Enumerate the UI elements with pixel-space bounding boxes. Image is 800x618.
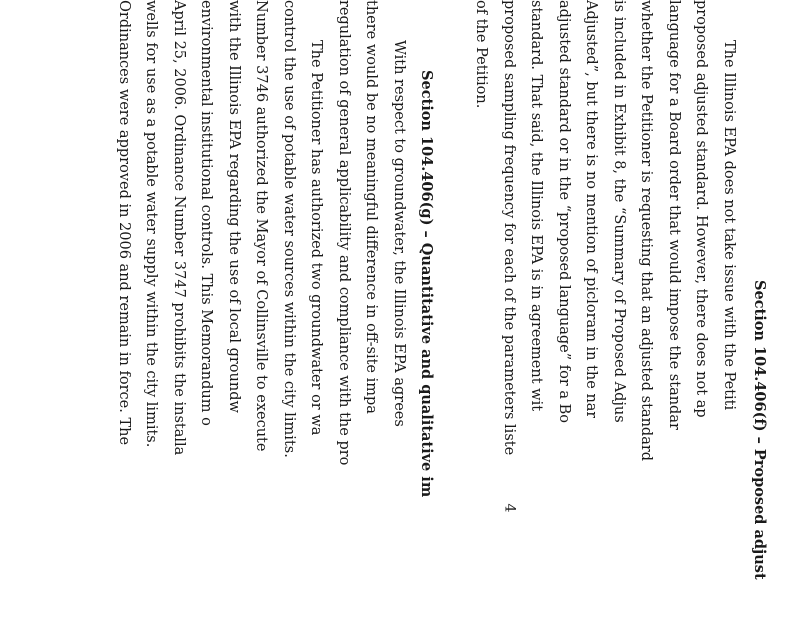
paragraph-line: proposed adjusted standard. However, there does not ap [693, 0, 709, 418]
paragraph-line: with the Illinois EPA regarding the use of local groundw [226, 0, 242, 413]
paragraph-line: environmental institutional controls. This Memorandum o [198, 0, 214, 426]
paragraph-line: regulation of general applicability and compliance with the pro [336, 0, 352, 466]
paragraph-line: language for a Board order that would impose the standar [666, 0, 682, 430]
paragraph-line: Number 3746 authorized the Mayor of Collinsville to execute [253, 0, 269, 452]
paragraph-line: of the Petition. [473, 0, 489, 109]
page-number: 4 [501, 503, 518, 513]
section-heading-f: Section 104.406(f) – Proposed adjust [751, 280, 768, 580]
paragraph-line: there would be no meaningful difference in off-site impa [363, 0, 379, 414]
section-heading-g: Section 104.406(g) – Quantitative and qualitative im [418, 70, 435, 498]
paragraph-line: The Petitioner has authorized two groundwater or wa [308, 40, 324, 436]
paragraph-line: Adjusted”, but there is no mention of picloram in the nar [583, 0, 599, 419]
paragraph-line: April 25, 2006. Ordinance Number 3747 prohibits the installa [171, 0, 187, 456]
paragraph-line: The Illinois EPA does not take issue with the Petiti [721, 40, 737, 411]
paragraph-line: is included in Exhibit 8, the “Summary of Proposed Adjus [611, 0, 627, 423]
rotated-text-block [30, 0, 770, 618]
paragraph-line: standard. That said, the Illinois EPA is in agreement wit [528, 0, 544, 412]
paragraph-line: proposed sampling frequency for each of the parameters liste [501, 0, 517, 456]
paragraph-line: adjusted standard or in the “proposed language” for a Bo [556, 0, 572, 424]
paragraph-line: control the use of potable water sources within the city limits. [281, 0, 297, 458]
paragraph-line: whether the Petitioner is requesting that an adjusted standard [638, 0, 654, 462]
paragraph-line: Ordinances were approved in 2006 and remain in force. The [116, 0, 132, 446]
paragraph-line: With respect to groundwater, the Illinois EPA agrees [391, 40, 407, 427]
paragraph-line: wells for use as a potable water supply within the city limits. [143, 0, 159, 448]
